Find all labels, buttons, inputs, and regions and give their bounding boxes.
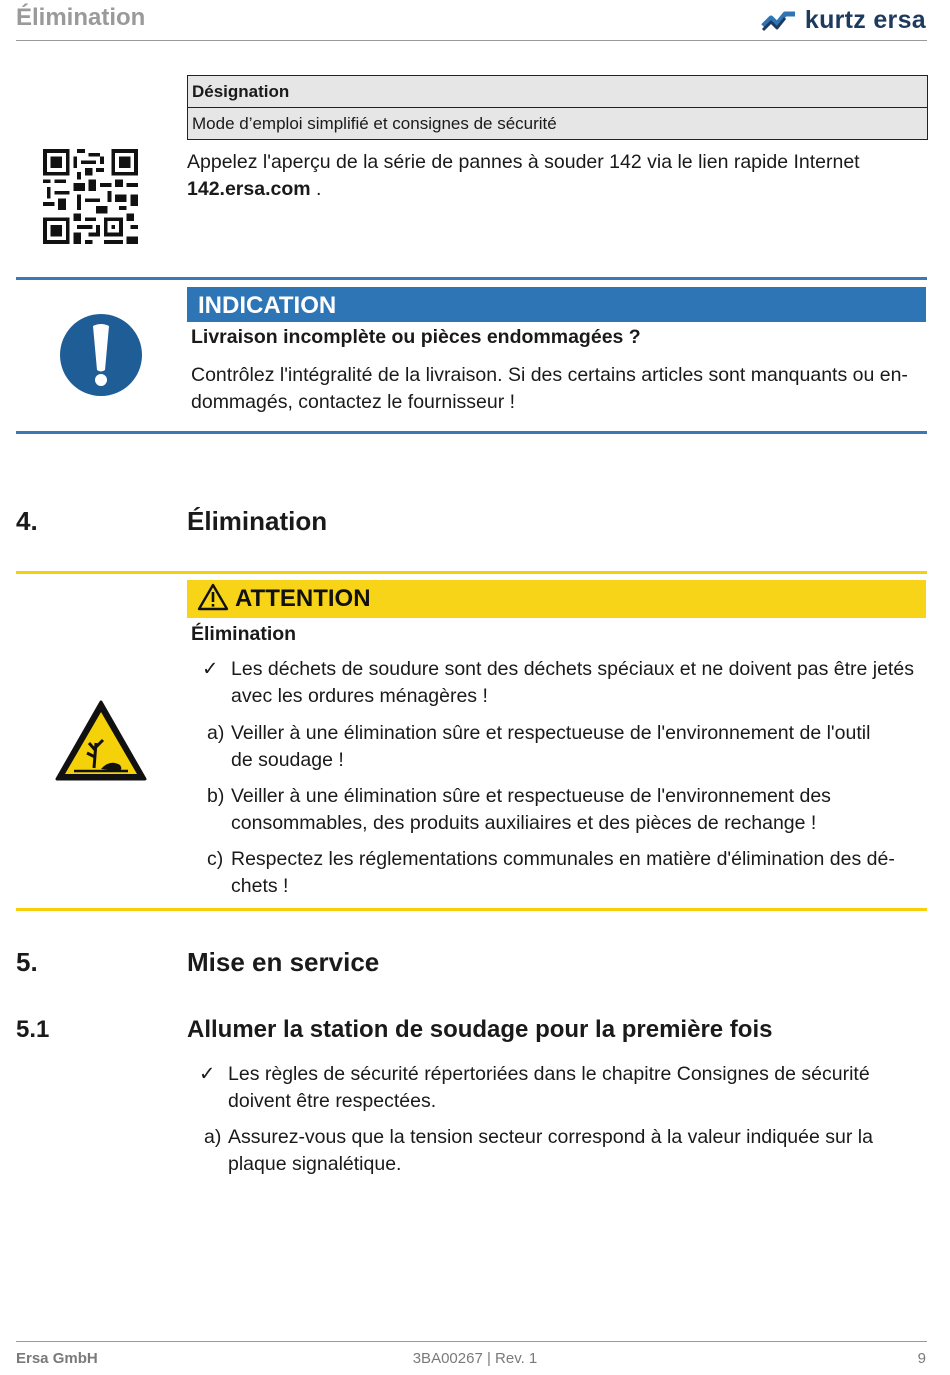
logo-text: kurtz ersa [804, 6, 926, 34]
section-4-title: Élimination [187, 506, 328, 536]
checkmark-icon: ✓ [199, 1063, 216, 1085]
list-item-line1: Respectez les réglementations communales en matière d'élimination des dé- [231, 848, 895, 870]
footer-doc-ref: 3BA00267 | Rev. 1 [412, 1350, 538, 1367]
section-5-1-check-item [228, 1061, 926, 1115]
environment-hazard-icon [54, 699, 148, 783]
attention-subtitle: Élimination [191, 623, 297, 645]
quick-link-intro: Appelez l'aperçu de la série de pannes à souder 142 via le lien rapide Internet [187, 151, 860, 173]
list-item [231, 783, 926, 837]
warning-triangle-icon [197, 583, 229, 611]
section-5-title: Mise en service [187, 947, 380, 977]
attention-top-divider [16, 571, 927, 574]
list-item [231, 846, 926, 900]
section-5-1-check-line2: doivent être respectées. [228, 1090, 437, 1112]
attention-banner [187, 580, 926, 618]
notice-top-divider [16, 277, 927, 280]
attention-check-line1: Les déchets de soudure sont des déchets spéciaux et ne doivent pas être jetés [231, 658, 914, 680]
exclamation-icon [60, 314, 142, 396]
quick-link-text [187, 149, 927, 203]
list-item-line2: de soudage ! [231, 749, 344, 771]
attention-check-line2: avec les ordures ménagères ! [231, 685, 488, 707]
list-marker: a) [207, 722, 225, 744]
list-item-line1: Veiller à une élimination sûre et respectueuse de l'environnement de l'outil [231, 722, 871, 744]
section-5-1-check-line1: Les règles de sécurité répertoriées dans le chapitre Consignes de sécurité [228, 1063, 870, 1085]
attention-title: ATTENTION [235, 585, 371, 612]
list-item-line2: consommables, des produits auxiliaires et des pièces de rechange ! [231, 812, 817, 834]
company-logo [761, 6, 926, 35]
section-5-1-title: Allumer la station de soudage pour la première fois [187, 1016, 773, 1043]
list-item [231, 720, 926, 774]
section-5-number: 5. [16, 947, 38, 977]
header-divider [16, 40, 927, 41]
designation-label: Désignation [188, 76, 927, 107]
list-item-line1: Assurez-vous que la tension secteur correspond à la valeur indiquée sur la [228, 1126, 873, 1148]
list-item-line1: Veiller à une élimination sûre et respectueuse de l'environnement des [231, 785, 831, 807]
indication-body-line2: dommagés, contactez le fournisseur ! [191, 391, 516, 413]
quick-link-url[interactable]: 142.ersa.com [187, 178, 311, 200]
attention-bottom-divider [16, 908, 927, 911]
list-item-line2: plaque signalétique. [228, 1153, 402, 1175]
indication-subtitle: Livraison incomplète ou pièces endommagées ? [191, 326, 641, 348]
section-4-number: 4. [16, 506, 38, 536]
quick-link-suffix: . [310, 178, 322, 200]
qr-code-icon [43, 149, 138, 244]
list-item-line2: chets ! [231, 875, 289, 897]
list-marker: a) [204, 1126, 222, 1148]
attention-check-item [231, 656, 926, 710]
footer-divider [16, 1341, 927, 1342]
page-header-title: Élimination [16, 4, 146, 31]
footer-company: Ersa GmbH [16, 1350, 98, 1367]
list-marker: c) [207, 848, 224, 870]
indication-body [191, 362, 926, 416]
indication-body-line1: Contrôlez l'intégralité de la livraison. Si des certains articles sont manquants ou en- [191, 364, 908, 386]
list-marker: b) [207, 785, 225, 807]
checkmark-icon: ✓ [202, 658, 219, 680]
ersa-logo-icon [761, 10, 797, 32]
designation-value: Mode d’emploi simplifié et consignes de sécurité [188, 107, 927, 139]
footer-page-number: 9 [917, 1350, 926, 1367]
indication-banner: INDICATION [187, 287, 926, 322]
notice-bottom-divider [16, 431, 927, 434]
list-item [228, 1124, 926, 1178]
section-5-1-number: 5.1 [16, 1016, 50, 1043]
designation-table [187, 75, 928, 140]
